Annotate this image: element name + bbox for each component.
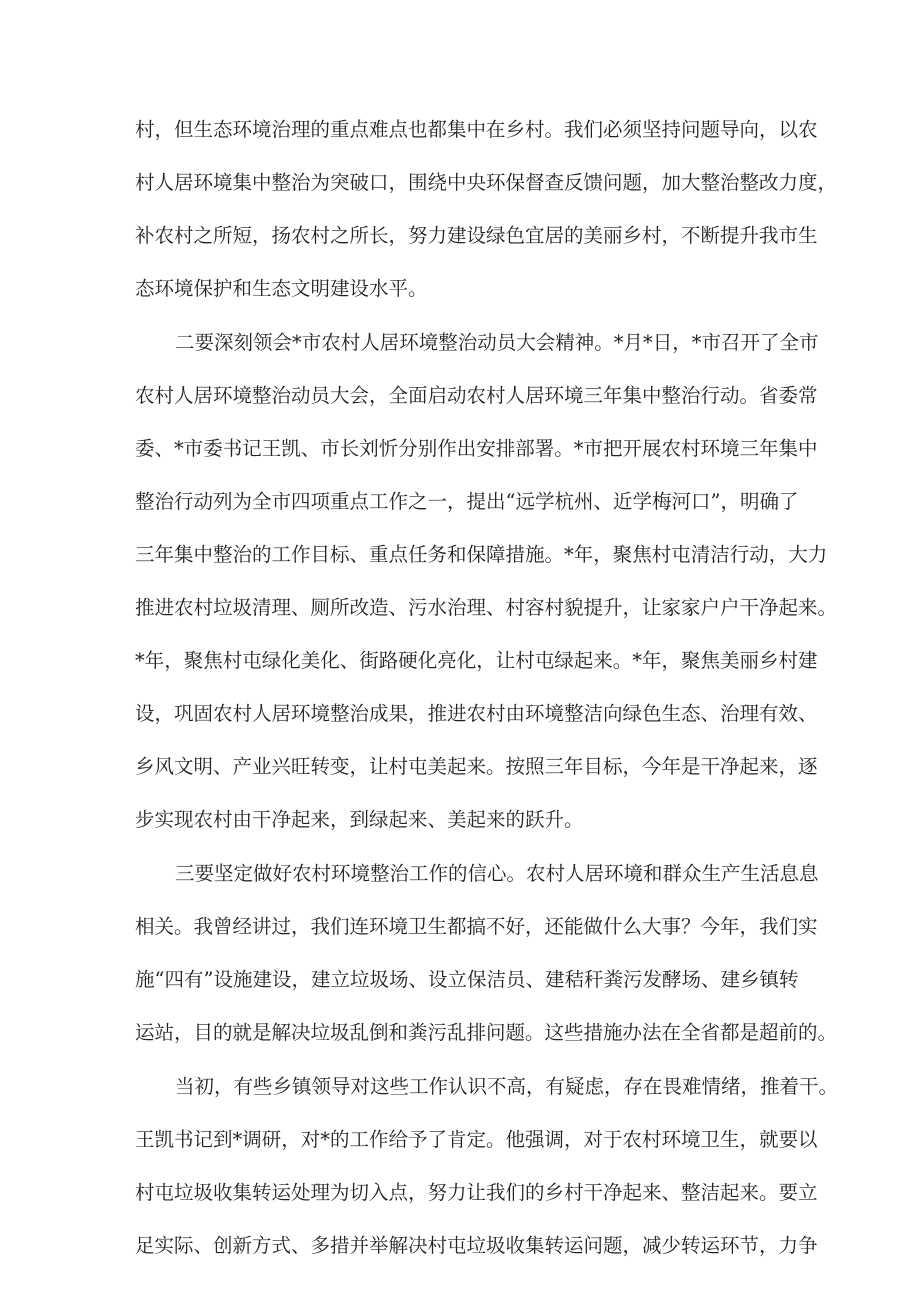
text-line: 委、*市委书记王凯、市长刘忻分别作出安排部署。*市把开展农村环境三年集中 xyxy=(135,437,818,460)
text-line: 乡风文明、产业兴旺转变，让村屯美起来。按照三年目标，今年是干净起来，逐 xyxy=(135,755,818,778)
text-line: 相关。我曾经讲过，我们连环境卫生都搞不好，还能做什么大事？今年，我们实 xyxy=(135,915,818,938)
text-line: 步实现农村由干净起来，到绿起来、美起来的跃升。 xyxy=(135,808,584,831)
text-line: 整治行动列为全市四项重点工作之一，提出“远学杭州、近学梅河口”，明确了 xyxy=(135,490,799,513)
text-line: 王凯书记到*调研，对*的工作给予了肯定。他强调，对于农村环境卫生，就要以 xyxy=(135,1128,818,1151)
text-line: 推进农村垃圾清理、厕所改造、污水治理、村容村貌提升，让家家户户干净起来。 xyxy=(135,596,838,619)
paragraph-first-line: 当初，有些乡镇领导对这些工作认识不高，有疑虑，存在畏难情绪，推着干。 xyxy=(175,1075,839,1098)
paragraph-first-line: 二要深刻领会*市农村人居环境整治动员大会精神。*月*日，*市召开了全市 xyxy=(175,331,819,354)
text-line: 运站，目的就是解决垃圾乱倒和粪污乱排问题。这些措施办法在全省都是超前的。 xyxy=(135,1021,838,1044)
text-line: 村人居环境集中整治为突破口，围绕中央环保督查反馈问题，加大整治整改力度， xyxy=(135,171,838,194)
text-line: 态环境保护和生态文明建设水平。 xyxy=(135,277,428,300)
text-line: 村，但生态环境治理的重点难点也都集中在乡村。我们必须坚持问题导向，以农 xyxy=(135,118,818,141)
text-line: *年，聚焦村屯绿化美化、街路硬化亮化，让村屯绿起来。*年，聚焦美丽乡村建 xyxy=(135,649,818,672)
text-line: 施“四有”设施建设，建立垃圾场、设立保洁员、建秸秆粪污发酵场、建乡镇转 xyxy=(135,968,799,991)
paragraph-first-line: 三要坚定做好农村环境整治工作的信心。农村人居环境和群众生产生活息息 xyxy=(175,862,819,885)
text-line: 农村人居环境整治动员大会，全面启动农村人居环境三年集中整治行动。省委常 xyxy=(135,384,818,407)
text-line: 足实际、创新方式、多措并举解决村屯垃圾收集转运问题，减少转运环节，力争 xyxy=(135,1234,818,1257)
text-line: 补农村之所短，扬农村之所长，努力建设绿色宜居的美丽乡村，不断提升我市生 xyxy=(135,224,818,247)
text-line: 三年集中整治的工作目标、重点任务和保障措施。*年，聚焦村屯清洁行动，大力 xyxy=(135,543,828,566)
text-line: 村屯垃圾收集转运处理为切入点，努力让我们的乡村干净起来、整洁起来。要立 xyxy=(135,1181,818,1204)
text-line: 设，巩固农村人居环境整治成果，推进农村由环境整洁向绿色生态、治理有效、 xyxy=(135,702,818,725)
